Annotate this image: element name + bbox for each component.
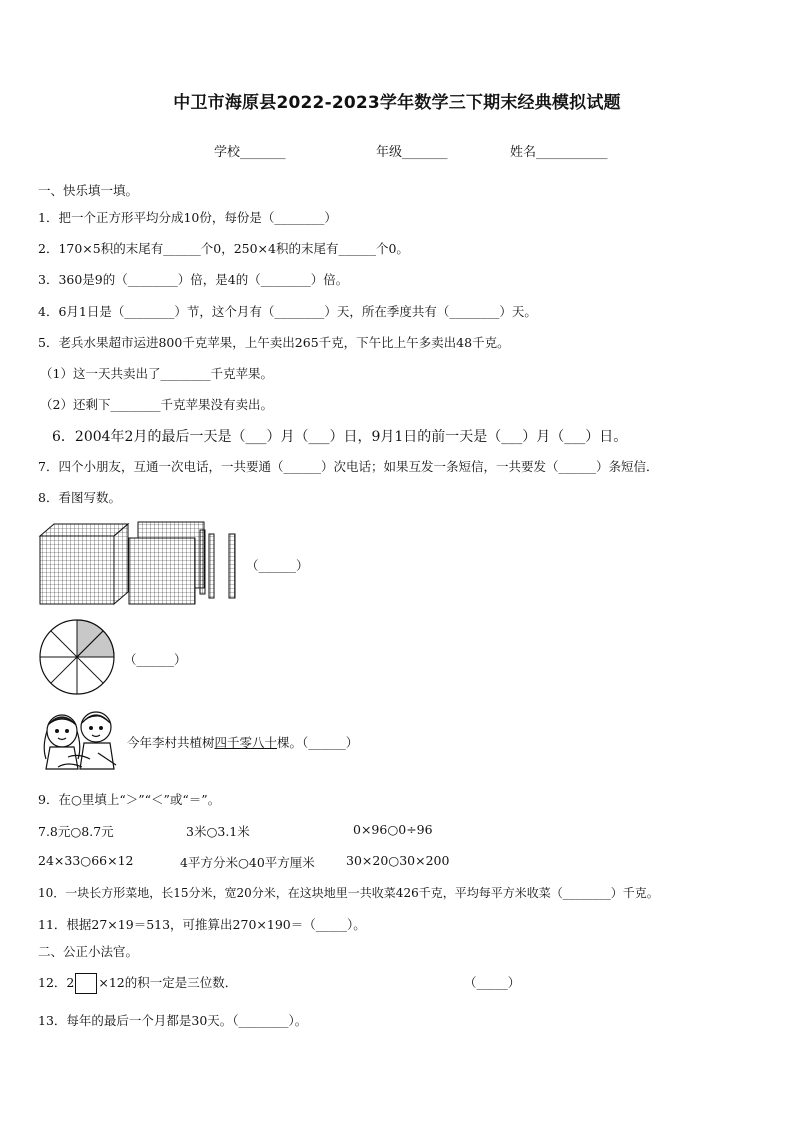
question-5: 5．老兵水果超市运进800千克苹果，上午卖出265千克，下午比上午多卖出48千克。 (38, 335, 510, 350)
question-9-item-2: 3米○3.1米 (186, 824, 250, 839)
fraction-circle-figure (38, 618, 116, 696)
question-10: 10．一块长方形菜地，长15分米，宽20分米，在这块地里一共收菜426千克，平均每平方米收菜（________）千克。 (38, 886, 659, 900)
caption-text-underlined: 四千零八十 (214, 735, 278, 750)
question-12-text: ×12的积一定是三位数． (98, 975, 238, 990)
question-7: 7．四个小朋友，互通一次电话，一共要通（______）次电话；如果互发一条短信，一共要发（______）条短信． (38, 459, 659, 474)
grade-field: 年级_______ (376, 145, 448, 160)
question-6: 6．2004年2月的最后一天是（___）月（___）日，9月1日的前一天是（___）月（___）日。 (52, 429, 628, 445)
ten-rod-1 (200, 530, 205, 594)
question-9-item-1: 7.8元○8.7元 (38, 824, 114, 839)
question-8-caption (127, 733, 358, 751)
question-9-item-5: 4平方分米○40平方厘米 (180, 855, 315, 870)
question-13: 13．每年的最后一个月都是30天。（________）。 (38, 1013, 308, 1028)
question-8: 8．看图写数。 (38, 490, 121, 505)
question-9: 9．在○里填上“＞”“＜”或“＝”。 (38, 792, 221, 807)
question-9-item-3: 0×96○0÷96 (353, 822, 433, 837)
question-12-blank: （_____） (464, 975, 521, 990)
question-5-part-2: （2）还剩下________千克苹果没有卖出。 (40, 397, 273, 412)
question-4: 4．6月1日是（________）节，这个月有（________）天，所在季度共有（________）天。 (38, 304, 537, 319)
page-title: 中卫市海原县2022-2023学年数学三下期末经典模拟试题 (173, 93, 621, 113)
question-8-blank-2: （______） (124, 652, 187, 667)
question-12-number: 12．2 (38, 975, 75, 990)
ten-rod-2 (209, 534, 214, 598)
question-3: 3．360是9的（________）倍，是4的（________）倍。 (38, 272, 349, 287)
base-ten-blocks-figure (38, 520, 248, 606)
section-2-heading: 二、公正小法官。 (38, 944, 139, 959)
question-8-blank-1: （______） (246, 558, 309, 573)
question-1: 1．把一个正方形平均分成10份，每份是（________） (38, 210, 337, 225)
question-9-item-6: 30×20○30×200 (346, 853, 450, 868)
answer-box (75, 973, 97, 994)
ten-rod-3 (229, 534, 235, 598)
hundred-flat-front (129, 538, 195, 604)
question-11: 11．根据27×19＝513，可推算出270×190＝（_____）。 (38, 917, 366, 932)
children-illustration (38, 707, 122, 773)
caption-text-before: 今年李村共植树 (127, 735, 215, 750)
question-2: 2．170×5积的末尾有______个0，250×4积的末尾有______个0。 (38, 241, 409, 256)
section-1-heading: 一、快乐填一填。 (38, 183, 139, 198)
thousand-cube (40, 524, 128, 604)
question-12 (38, 973, 237, 994)
caption-text-after: 棵。（______） (277, 735, 359, 750)
school-field: 学校_______ (214, 145, 286, 160)
question-5-part-1: （1）这一天共卖出了________千克苹果。 (40, 366, 273, 381)
name-field: 姓名___________ (510, 145, 608, 160)
question-9-item-4: 24×33○66×12 (38, 853, 134, 868)
